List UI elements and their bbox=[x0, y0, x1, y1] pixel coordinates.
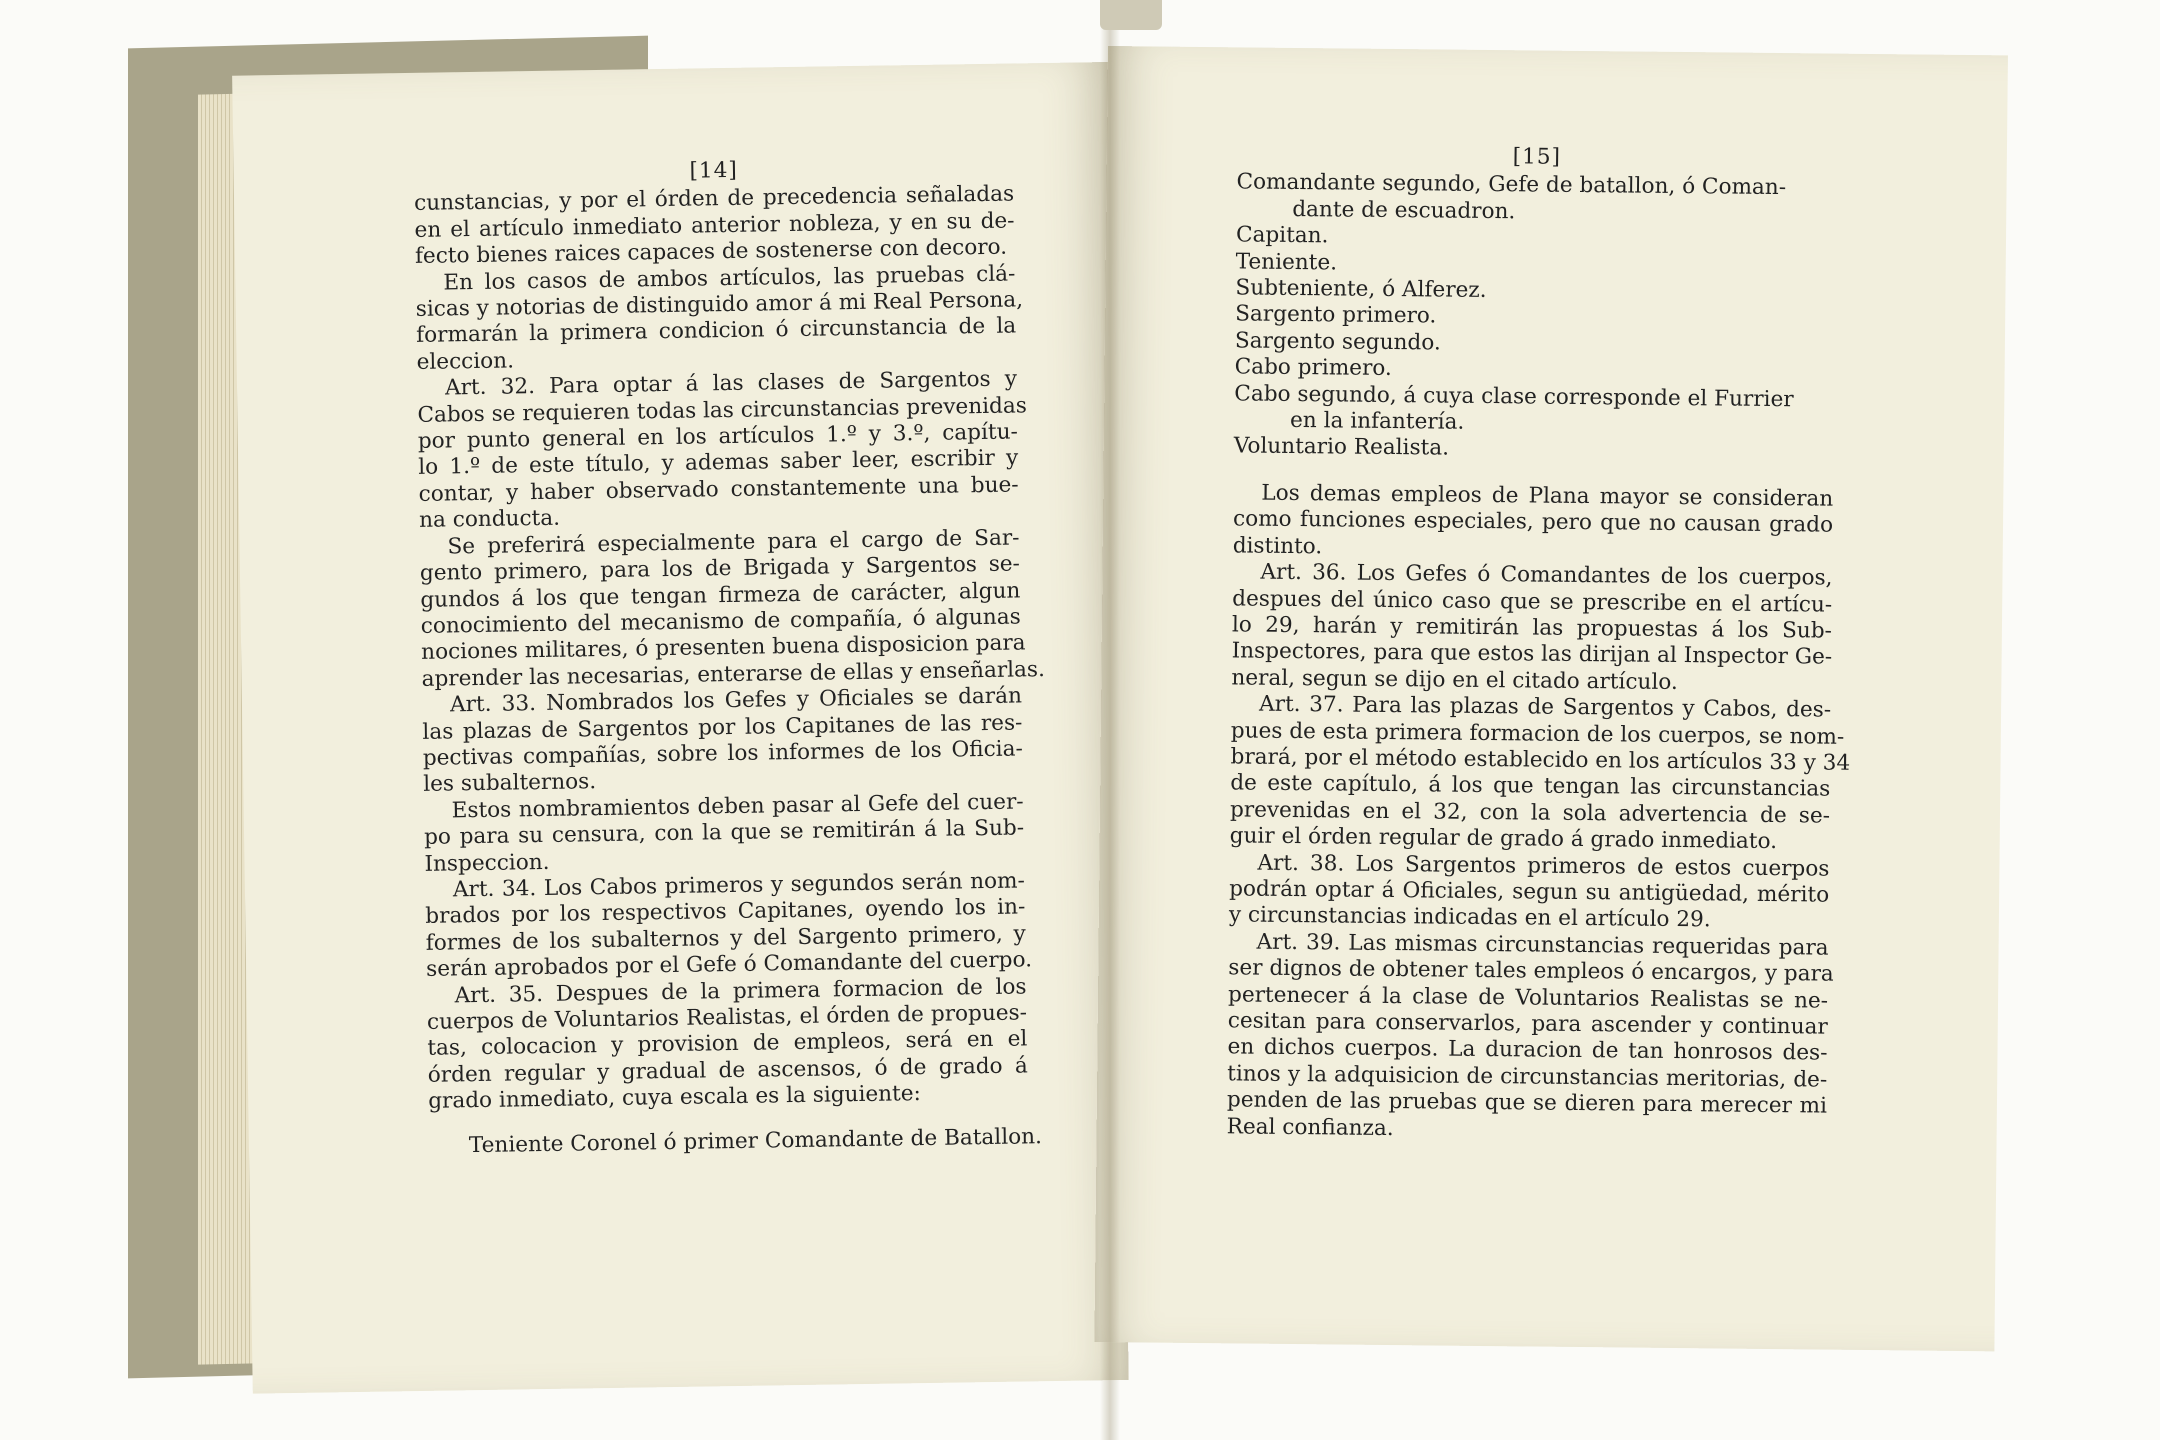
text-line: fecto bienes raices capaces de sostenerse con decoro. bbox=[414, 234, 1008, 270]
rank-line: Capitan. bbox=[1235, 222, 1329, 249]
text-line: cuerpos de Voluntarios Realistas, el órden de propues- bbox=[426, 1000, 1028, 1035]
text-line: gento primero, para los de Brigada y Sargentos se- bbox=[419, 551, 1021, 586]
text-line: como funciones especiales, pero que no causan grado bbox=[1232, 506, 1834, 538]
text-line: neral, segun se dijo en el citado artículo. bbox=[1231, 665, 1678, 695]
text-line: Estos nombramientos deben pasar al Gefe del cuer- bbox=[451, 789, 1024, 824]
text-line: ser dignos de obtener tales empleos ó encargos, y para bbox=[1228, 955, 1834, 987]
text-line: distinto. bbox=[1232, 533, 1323, 559]
text-line: Art. 35. Despues de la primera formacion de los bbox=[454, 973, 1027, 1008]
text-line: gundos á los que tengan firmeza de carácter, algun bbox=[420, 577, 1021, 613]
text-line: en dichos cuerpos. La duracion de tan honrosos des- bbox=[1227, 1034, 1828, 1066]
text-line: formes de los subalternos y del Sargento primero, y bbox=[425, 921, 1026, 956]
text-line: Art. 39. Las mismas circunstancias requeridas para bbox=[1256, 929, 1829, 961]
text-line: sicas y notorias de distinguido amor á mi Real Persona, bbox=[415, 287, 1024, 322]
text-line: pectivas compañías, sobre los informes de los Oficia- bbox=[422, 736, 1023, 771]
rank-line: Voluntario Realista. bbox=[1233, 433, 1450, 462]
rank-line: en la infantería. bbox=[1289, 407, 1465, 435]
text-line: pues de esta primera formacion de los cuerpos, se nom- bbox=[1230, 717, 1845, 750]
text-line: lo 1.º de este título, y ademas saber leer, escribir y bbox=[418, 445, 1019, 481]
text-line: y circunstancias indicadas en el artículo 29. bbox=[1228, 902, 1711, 933]
text-line: podrán optar á Oficiales, segun su antigüedad, mérito bbox=[1229, 876, 1830, 908]
text-line: despues del único caso que se prescribe en el artícu- bbox=[1232, 585, 1833, 618]
text-line: Art. 34. Los Cabos primeros y segundos serán nom- bbox=[452, 868, 1026, 903]
page-number-left: [14] bbox=[689, 157, 739, 184]
text-line: Cabos se requieren todas las circunstancias prevenidas bbox=[417, 392, 1028, 428]
text-line: tas, colocacion y provision de empleos, será en el bbox=[427, 1026, 1028, 1062]
rank-line: Comandante segundo, Gefe de batallon, ó Coman- bbox=[1236, 169, 1787, 201]
text-line: En los casos de ambos artículos, las pruebas clá- bbox=[443, 261, 1016, 296]
text-line: penden de las pruebas que se dieren para merecer mi bbox=[1226, 1087, 1828, 1119]
text-line: Real confianza. bbox=[1226, 1113, 1394, 1141]
text-line: formarán la primera condicion ó circunstancia de la bbox=[416, 313, 1017, 349]
text-line: brados por los respectivos Capitanes, oyendo los in- bbox=[425, 894, 1026, 930]
book-gutter bbox=[1100, 0, 1120, 1440]
text-line: grado inmediato, cuya escala es la siguiente: bbox=[428, 1081, 921, 1115]
text-line: po para su censura, con la que se remitirán á la Sub- bbox=[423, 815, 1025, 850]
text-line: Los demas empleos de Plana mayor se consideran bbox=[1261, 480, 1834, 512]
rank-list-first-line: Teniente Coronel ó primer Comandante de Batallon. bbox=[468, 1123, 1043, 1158]
text-line: en el artículo inmediato anterior nobleza, y en su de- bbox=[414, 208, 1015, 243]
text-line: aprender las necesarias, enterarse de ellas y enseñarlas. bbox=[421, 656, 1046, 692]
text-line: les subalternos. bbox=[423, 769, 597, 798]
text-line: na conducta. bbox=[418, 505, 561, 534]
rank-line: Subteniente, ó Alferez. bbox=[1235, 275, 1487, 304]
text-line: Art. 37. Para las plazas de Sargentos y Cabos, des- bbox=[1258, 691, 1832, 723]
text-line: brará, por el método establecido en los artículos 33 y 34 bbox=[1230, 744, 1851, 776]
text-line: Art. 38. Los Sargentos primeros de estos cuerpos bbox=[1257, 850, 1830, 882]
text-line: cesitan para conservarlos, para ascender y continuar bbox=[1227, 1008, 1828, 1040]
text-line: Se preferirá especialmente para el cargo de Sar- bbox=[447, 525, 1020, 560]
text-line: cunstancias, y por el órden de precedencia señaladas bbox=[413, 181, 1015, 217]
text-line: Art. 32. Para optar á las clases de Sargentos y bbox=[444, 366, 1018, 401]
rank-line: dante de escuadron. bbox=[1292, 196, 1516, 225]
text-line: conocimiento del mecanismo de compañía, ó algunas bbox=[420, 604, 1021, 639]
rank-line: Cabo segundo, á cuya clase corresponde el Furrier bbox=[1234, 380, 1794, 412]
text-line: prevenidas en el 32, con la sola advertencia de se- bbox=[1229, 797, 1831, 829]
rank-list bbox=[1234, 170, 1837, 467]
page-number-right: [15] bbox=[1512, 144, 1562, 170]
text-line: nociones militares, ó presenten buena disposicion para bbox=[420, 630, 1026, 666]
text-line: serán aprobados por el Gefe ó Comandante del cuerpo. bbox=[425, 947, 1033, 983]
text-line: por punto general en los artículos 1.º y 3.º, capítu- bbox=[417, 419, 1018, 454]
text-line: Inspeccion. bbox=[424, 849, 550, 877]
text-line: de este capítulo, á los que tengan las circunstancias bbox=[1230, 770, 1831, 802]
text-line: Art. 33. Nombrados los Gefes y Oficiales se darán bbox=[449, 683, 1023, 718]
rank-line: Teniente. bbox=[1235, 248, 1338, 276]
text-line: tinos y la adquisicion de circunstancias meritorias, de- bbox=[1227, 1061, 1828, 1093]
right-page-text bbox=[1226, 141, 1851, 1146]
right-page bbox=[1094, 46, 2008, 1351]
rank-line: Sargento segundo. bbox=[1234, 328, 1441, 356]
right-page-body bbox=[1226, 480, 1851, 1146]
binding-tab bbox=[1100, 0, 1162, 30]
text-line: Inspectores, para que estos las dirijan al Inspector Ge- bbox=[1231, 638, 1833, 670]
left-page-body bbox=[413, 181, 1046, 1116]
text-line: eleccion. bbox=[416, 348, 515, 375]
rank-line: Sargento primero. bbox=[1235, 301, 1437, 329]
rank-line: Cabo primero. bbox=[1234, 354, 1392, 382]
text-line: las plazas de Sargentos por los Capitanes de las res- bbox=[422, 709, 1023, 745]
left-page-text bbox=[413, 153, 1046, 1159]
text-line: Art. 36. Los Gefes ó Comandantes de los cuerpos, bbox=[1260, 559, 1833, 591]
text-line: órden regular y gradual de ascensos, ó de grado á bbox=[427, 1053, 1028, 1088]
text-line: contar, y haber observado constantemente una bue- bbox=[418, 472, 1019, 507]
text-line: lo 29, harán y remitirán las propuestas á los Sub- bbox=[1231, 612, 1833, 644]
left-page bbox=[232, 62, 1129, 1394]
text-line: pertenecer á la clase de Voluntarios Realistas se ne- bbox=[1227, 981, 1829, 1014]
text-line: guir el órden regular de grado á grado inmediato. bbox=[1229, 823, 1778, 855]
